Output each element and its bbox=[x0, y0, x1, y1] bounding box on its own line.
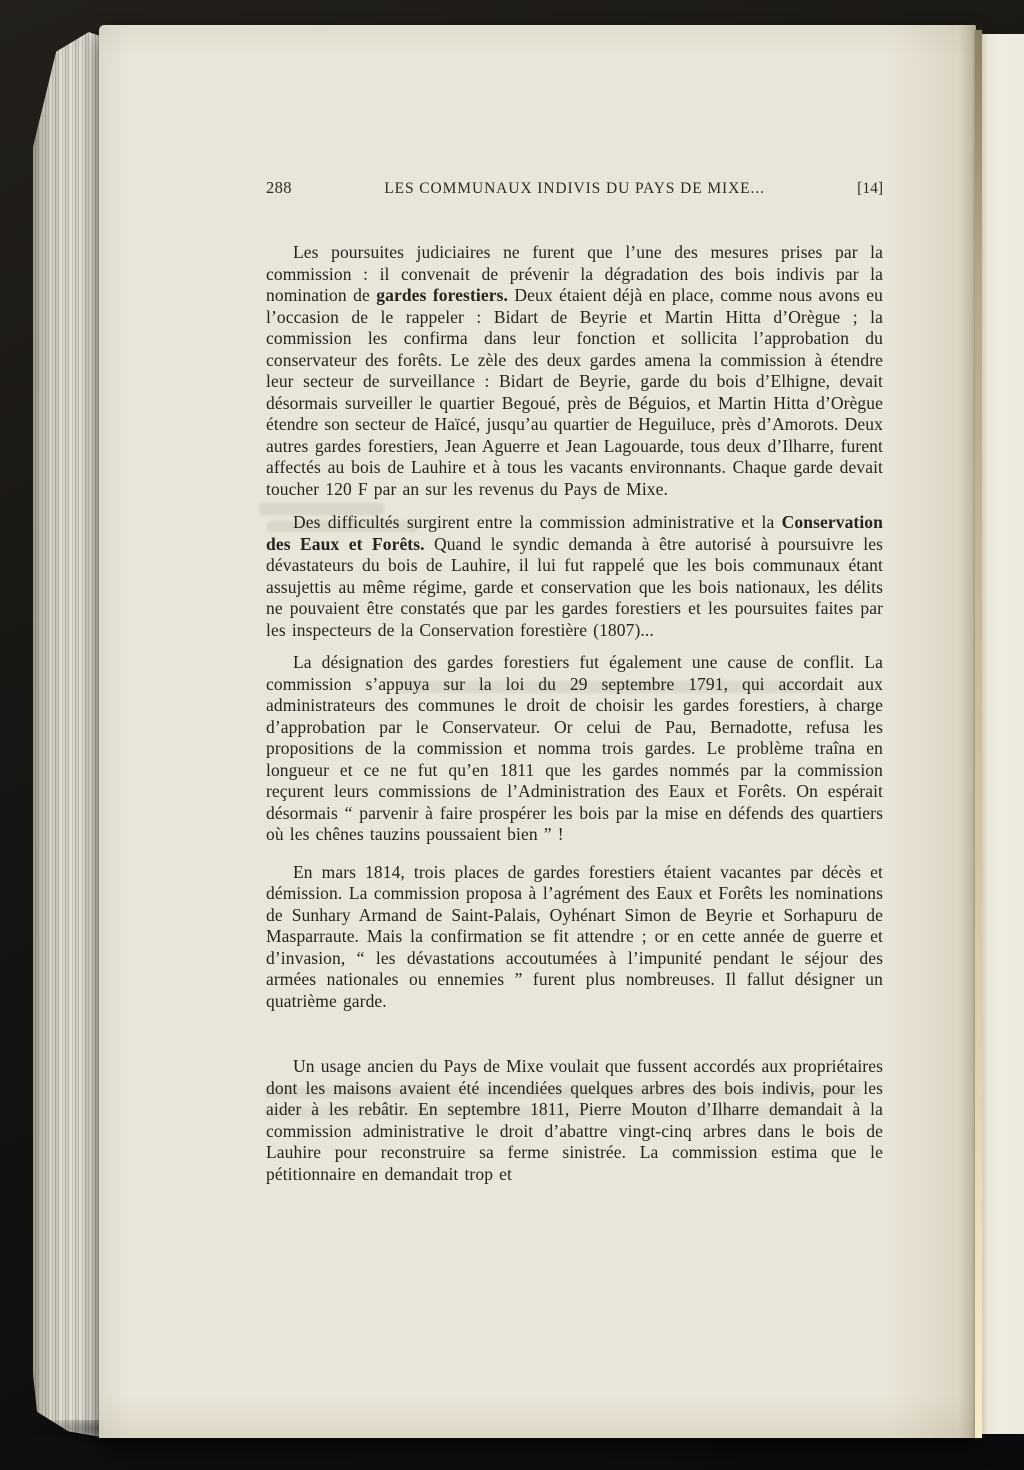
text-run: Quand le syndic demanda à être autorisé à poursuivre les dévastateurs du bois de Lauhire, il lui fut rappelé que les bois communaux étant assujettis au même régime, garde et conservation que les bois nationaux, les délits ne pouvaient être constatés que par les gardes forestiers et les poursuites faites par les inspecteurs de la Conservation forestière (1807)... bbox=[266, 533, 883, 640]
text-run: Les poursuites judiciaires ne furent que l’une des mesures prises par la commission : il convenait de prévenir la dégradation des bois indivis par la nomination de bbox=[266, 242, 883, 305]
paragraph bbox=[266, 512, 883, 641]
paragraph bbox=[266, 1056, 883, 1185]
text-run: La désignation des gardes forestiers fut également une cause de conflit. La commission s’appuya sur la loi du 29 septembre 1791, qui accordait aux administrateurs des communes le droit de choisir les gardes forestiers, à charge d’approbation par le Conservateur. Or celui de Pau, Bernadotte, refusa les propositions de la commission et nomma trois gardes. Le problème traîna en longueur et ce ne fut qu’en 1811 que les gardes nommés par la commission reçurent leurs commissions de l’Administration des Eaux et Forêts. On espérait désormais “ parvenir à faire prospérer les bois par la mise en défends des quartiers où les chênes tauzins poussaient bien ” ! bbox=[266, 652, 883, 844]
gutter-crease bbox=[975, 30, 982, 1438]
text-run: En mars 1814, trois places de gardes forestiers étaient vacantes par décès et démission. La commission proposa à l’agrément des Eaux et Forêts les nominations de Sunhary Armand de Saint-Palais, Oyhénart Simon de Beyrie et Sorhapuru de Masparraute. Mais la confirmation se fit attendre ; or en cette année de guerre et d’invasion, “ les dévastations accoutumées à l’impunité pendant le séjour des armées nationales ou ennemies ” furent plus nombreuses. Il fallut désigner un quatrième garde. bbox=[266, 861, 883, 1011]
page-header bbox=[266, 178, 883, 198]
paragraph bbox=[266, 862, 883, 1013]
text-run: Deux étaient déjà en place, comme nous avons eu l’occasion de le rappeler : Bidart de Beyrie et Martin Hitta d’Orègue ; la commission les confirma dans leur fonction et sollicita l’approbation du conservateur des forêts. Le zèle des deux gardes amena la commission à étendre leur secteur de surveillance : Bidart de Beyrie, garde du bois d’Elhigne, devait désormais surveiller le quartier Begoué, près de Béguios, et Martin Hitta d’Orègue étendre son secteur de Haïcé, jusqu’au quartier de Heguiluce, près d’Amorots. Deux autres gardes forestiers, Jean Aguerre et Jean Lagouarde, tous deux d’Ilharre, furent affectés au bois de Lauhire et à tous les vacants environnants. Chaque garde devait toucher 120 F par an sur les revenus du Pays de Mixe. bbox=[266, 285, 883, 499]
body-text bbox=[266, 242, 883, 1185]
paragraph bbox=[266, 652, 883, 846]
bold-text-run: gardes forestiers. bbox=[376, 285, 508, 305]
running-title: LES COMMUNAUX INDIVIS DU PAYS DE MIXE... bbox=[384, 180, 765, 197]
text-run: Un usage ancien du Pays de Mixe voulait que fussent accordés aux propriétaires dont les maisons avaient été incendiées quelques arbres des bois indivis, pour les aider à les rebâtir. En septembre 1811, Pierre Mouton d’Ilharre demandait à la commission administrative le droit d’abattre vingt-cinq arbres dans le bois de Lauhire pour reconstruire sa ferme sinistrée. La commission estima que le pétitionnaire en demandait trop et bbox=[266, 1056, 883, 1184]
folio-reference: [14] bbox=[857, 180, 883, 197]
paragraph bbox=[266, 242, 883, 500]
page-stack-edge bbox=[33, 32, 101, 1437]
printed-area bbox=[266, 178, 883, 1185]
facing-page-sliver bbox=[982, 34, 1024, 1434]
book-page bbox=[99, 25, 976, 1438]
page-number: 288 bbox=[266, 178, 292, 197]
text-run: Des difficultés surgirent entre la commission administrative et la bbox=[293, 512, 782, 532]
bold-text-run: Conservation des Eaux et Forêts. bbox=[266, 512, 883, 554]
